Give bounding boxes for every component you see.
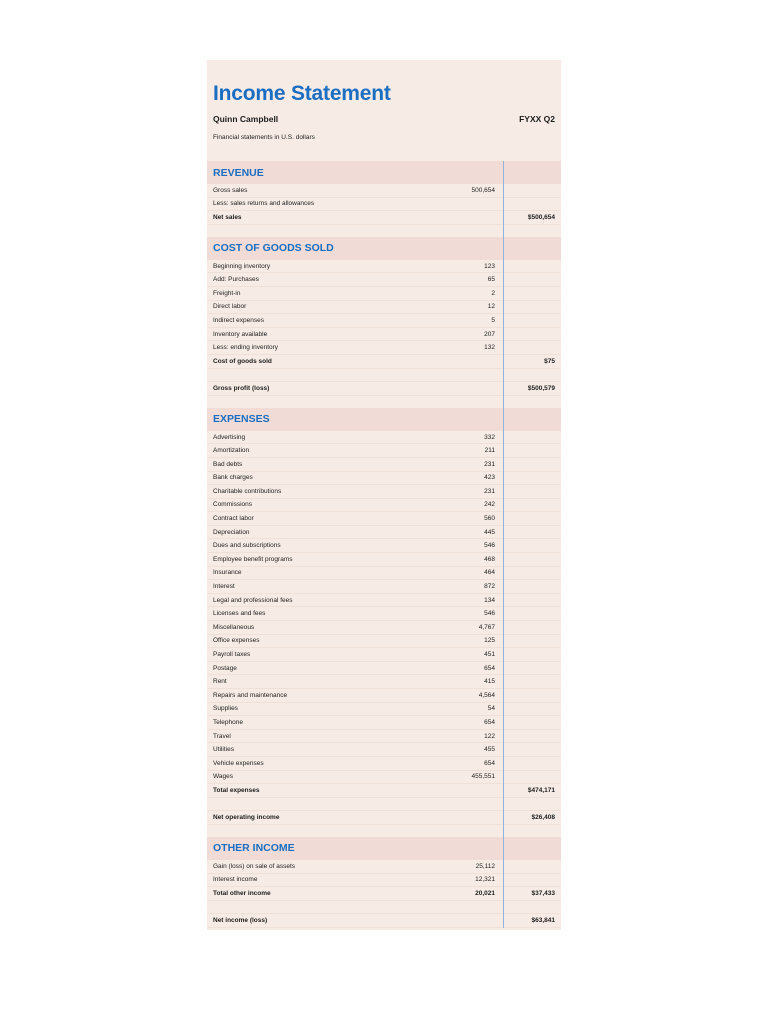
row-label: Legal and professional fees [213,596,293,604]
row-label: Employee benefit programs [213,555,293,563]
row-label: Total other income [213,889,271,897]
table-row [207,784,561,798]
row-total: $37,433 [531,889,555,897]
row-label: Net sales [213,213,242,221]
table-row [207,914,561,928]
section-gap [207,225,561,237]
row-label: Commissions [213,501,253,509]
table-row [207,301,561,315]
row-amount: 455,551 [471,773,495,781]
header-subrow [213,114,555,124]
row-amount: 415 [484,678,495,686]
table-row [207,635,561,649]
table-row [207,355,561,369]
row-total: $500,579 [527,384,555,392]
table-row [207,444,561,458]
currency-note: Financial statements in U.S. dollars [213,134,315,141]
row-label: Charitable contributions [213,487,282,495]
table-row [207,458,561,472]
row-amount: 4,767 [478,623,495,631]
expenses-rows [207,431,561,825]
row-label: Beginning inventory [213,262,271,270]
table-row [207,648,561,662]
row-total: $26,408 [531,814,555,822]
table-row [207,553,561,567]
table-row [207,499,561,513]
row-label: Travel [213,732,231,740]
table-row [207,901,561,915]
row-amount: 211 [484,447,495,455]
table-row [207,260,561,274]
table-row [207,273,561,287]
row-amount: 546 [484,542,495,550]
row-total: $500,654 [527,213,555,221]
section-heading-revenue: REVENUE [207,161,561,184]
row-label: Office expenses [213,637,260,645]
row-amount: 654 [484,664,495,672]
row-amount: 560 [484,515,495,523]
row-label: Advertising [213,433,246,441]
revenue-rows [207,184,561,225]
row-label: Interest [213,583,235,591]
row-amount: 54 [487,705,495,713]
section-gap [207,396,561,408]
cogs-rows [207,260,561,396]
table-row [207,485,561,499]
table-row [207,594,561,608]
row-label: Freight-in [213,289,241,297]
row-amount: 451 [484,651,495,659]
row-amount: 125 [484,637,495,645]
row-label: Amortization [213,447,250,455]
row-amount: 654 [484,718,495,726]
table-row [207,860,561,874]
income-statement-sheet [207,60,561,930]
row-amount: 65 [487,276,495,284]
row-label: Interest income [213,876,258,884]
row-label: Gain (loss) on sale of assets [213,862,296,870]
row-amount: 5 [491,316,495,324]
table-row [207,771,561,785]
table-row [207,341,561,355]
table-row [207,703,561,717]
row-label: Net operating income [213,814,280,822]
row-amount: 134 [484,596,495,604]
row-amount: 132 [484,344,495,352]
table-row [207,675,561,689]
row-label: Gross profit (loss) [213,384,270,392]
row-amount: 12 [487,303,495,311]
row-amount: 242 [484,501,495,509]
row-total: $75 [544,357,555,365]
row-amount: 332 [484,433,495,441]
row-label: Net income (loss) [213,917,268,925]
table-row [207,811,561,825]
row-label: Total expenses [213,786,260,794]
row-total: $474,171 [527,786,555,794]
table-row [207,798,561,812]
row-label: Telephone [213,718,243,726]
row-label: Direct labor [213,303,247,311]
table-row [207,184,561,198]
row-amount: 654 [484,759,495,767]
row-amount: 2 [491,289,495,297]
row-amount: 423 [484,474,495,482]
table-row [207,567,561,581]
other-income-rows [207,860,561,928]
row-label: Repairs and maintenance [213,691,288,699]
row-amount: 455 [484,746,495,754]
table-row [207,287,561,301]
table-row [207,757,561,771]
table-row [207,539,561,553]
fiscal-period: FYXX Q2 [519,114,555,124]
row-label: Bank charges [213,474,253,482]
row-label: Insurance [213,569,242,577]
row-label: Indirect expenses [213,316,264,324]
row-label: Less: ending inventory [213,344,279,352]
row-amount: 231 [484,460,495,468]
row-label: Contract labor [213,515,254,523]
row-label: Bad debts [213,460,243,468]
row-amount: 500,654 [471,186,495,194]
row-amount: 207 [484,330,495,338]
table-row [207,382,561,396]
table-row [207,874,561,888]
row-total: $63,841 [531,917,555,925]
table-row [207,472,561,486]
section-heading-other-income: OTHER INCOME [207,837,561,860]
row-label: Inventory available [213,330,268,338]
row-label: Postage [213,664,237,672]
row-amount: 20,021 [475,889,495,897]
statement-header [207,60,561,161]
row-label: Gross sales [213,186,248,194]
row-label: Miscellaneous [213,623,255,631]
row-amount: 231 [484,487,495,495]
row-amount: 4,564 [478,691,495,699]
row-amount: 25,112 [475,862,495,870]
row-label: Payroll taxes [213,651,251,659]
table-row [207,198,561,212]
table-row [207,621,561,635]
row-amount: 546 [484,610,495,618]
row-label: Utilities [213,746,234,754]
table-row [207,607,561,621]
table-row [207,689,561,703]
row-label: Depreciation [213,528,250,536]
statement-table [207,161,561,928]
table-row [207,431,561,445]
row-amount: 872 [484,583,495,591]
table-row [207,512,561,526]
row-label: Vehicle expenses [213,759,264,767]
row-amount: 464 [484,569,495,577]
owner-name: Quinn Campbell [213,114,279,124]
table-row [207,730,561,744]
table-row [207,211,561,225]
row-label: Add: Purchases [213,276,259,284]
row-amount: 123 [484,262,495,270]
table-row [207,716,561,730]
table-row [207,314,561,328]
row-label: Less: sales returns and allowances [213,200,315,208]
row-amount: 122 [484,732,495,740]
row-label: Cost of goods sold [213,357,272,365]
table-row [207,743,561,757]
table-row [207,580,561,594]
table-row [207,328,561,342]
section-heading-cogs: COST OF GOODS SOLD [207,237,561,260]
page-title: Income Statement [213,82,391,105]
row-label: Licenses and fees [213,610,266,618]
table-row [207,662,561,676]
table-row [207,526,561,540]
table-row [207,369,561,383]
section-gap [207,825,561,837]
row-amount: 445 [484,528,495,536]
row-amount: 468 [484,555,495,563]
row-amount: 12,321 [475,876,495,884]
row-label: Dues and subscriptions [213,542,281,550]
row-label: Rent [213,678,227,686]
row-label: Supplies [213,705,238,713]
section-heading-expenses: EXPENSES [207,408,561,431]
row-label: Wages [213,773,233,781]
table-row [207,887,561,901]
